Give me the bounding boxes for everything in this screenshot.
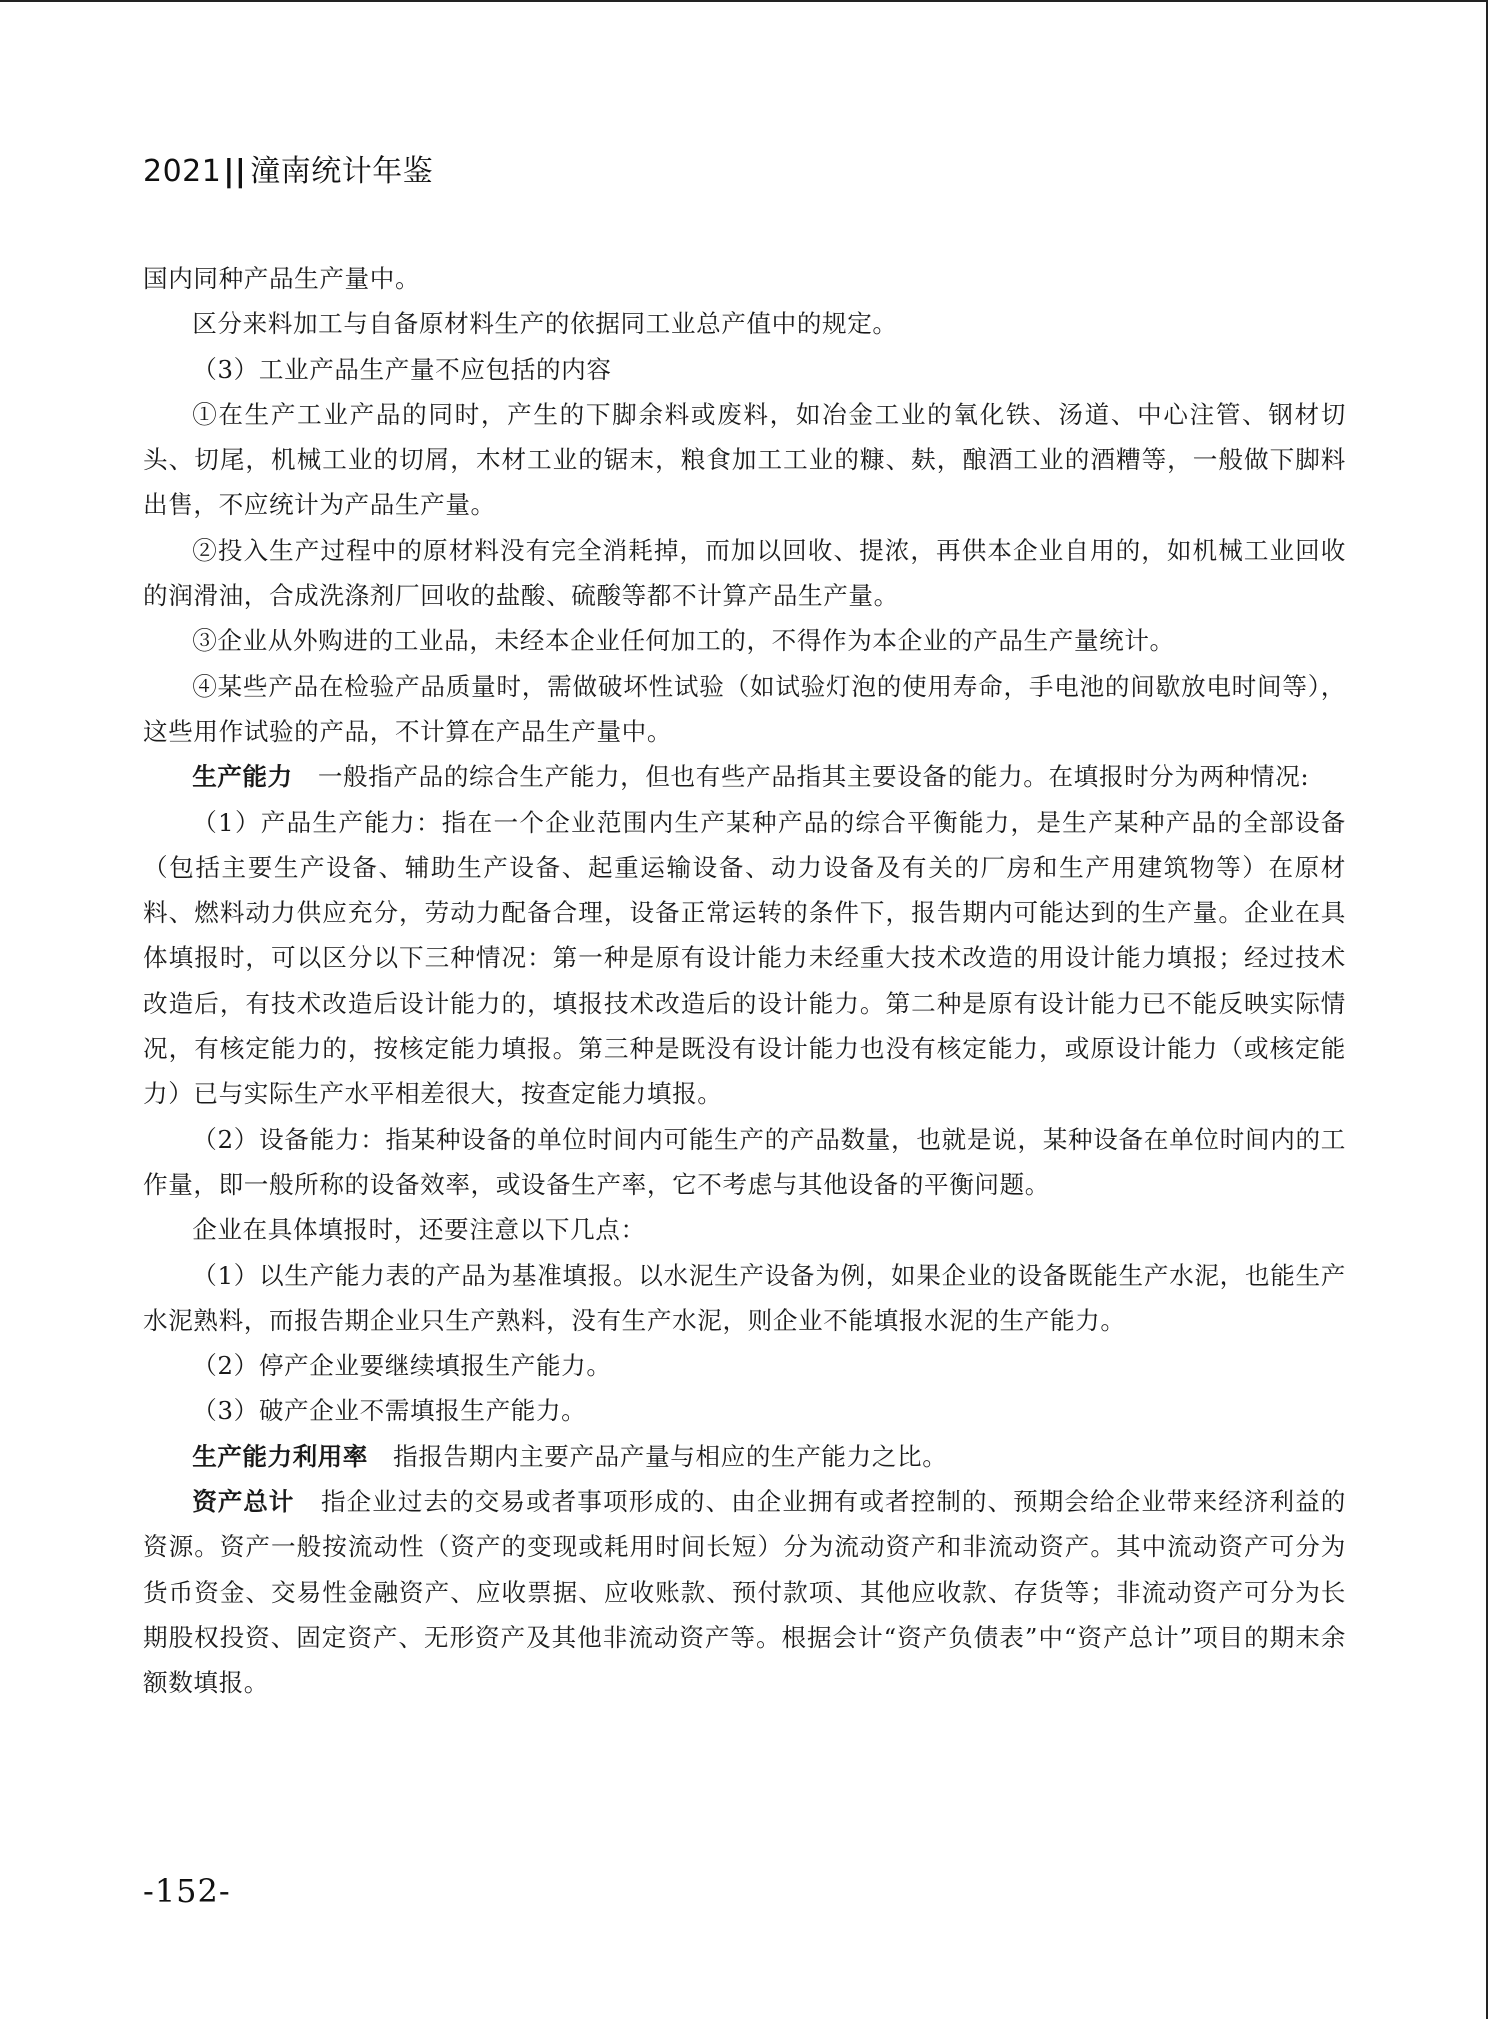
definition-paragraph [143, 1479, 1346, 1705]
term-production-capacity: 生产能力 [192, 762, 293, 792]
paragraph-item-2: ②投入生产过程中的原材料没有完全消耗掉，而加以回收、提浓，再供本企业自用的，如机械工业回收的润滑油，合成洗涤剂厂回收的盐酸、硫酸等都不计算产品生产量。 [143, 535, 1346, 611]
paragraph: （2）停产企业要继续填报生产能力。 [192, 1351, 612, 1381]
header-title: 潼南统计年鉴 [250, 154, 434, 189]
paragraph: （2）设备能力：指某种设备的单位时间内可能生产的产品数量，也就是说，某种设备在单位时间内的工作量，即一般所称的设备效率，或设备生产率，它不考虑与其他设备的平衡问题。 [143, 1124, 1346, 1199]
paragraph: （1）以生产能力表的产品为基准填报。以水泥生产设备为例，如果企业的设备既能生产水泥，也能生产水泥熟料，而报告期企业只生产熟料，没有生产水泥，则企业不能填报水泥的生产能力。 [143, 1260, 1346, 1335]
body-text [143, 256, 1346, 1706]
definition-text: 指企业过去的交易或者事项形成的、由企业拥有或者控制的、预期会给企业带来经济利益的资源。资产一般按流动性（资产的变现或耗用时间长短）分为流动资产和非流动资产。其中流动资产可分为货币资金、交易性金融资产、应收票据、应收账款、预付款项、其他应收款、存货等；非流动资产可分为长期股权投资、固定资产、无形资产及其他非流动资产等。根据会计“资产负债表”中“资产总计”项目的期末余额数填报。 [143, 1487, 1346, 1698]
header-divider: || [223, 154, 247, 189]
paragraph-item-1: ①在生产工业产品的同时，产生的下脚余料或废料，如冶金工业的氧化铁、汤道、中心注管、钢材切头、切尾，机械工业的切屑，木材工业的锯末，粮食加工工业的糠、麸，酿酒工业的酒糟等，一般做下脚料出售，不应统计为产品生产量。 [143, 399, 1346, 520]
term-total-assets: 资产总计 [192, 1487, 295, 1517]
running-header [143, 146, 433, 190]
definition-text: 一般指产品的综合生产能力，但也有些产品指其主要设备的能力。在填报时分为两种情况: [317, 762, 1310, 792]
paragraph-item-3: ③企业从外购进的工业品，未经本企业任何加工的，不得作为本企业的产品生产量统计。 [192, 626, 1175, 656]
paragraph: 区分来料加工与自备原材料生产的依据同工业总产值中的规定。 [192, 309, 898, 339]
term-capacity-utilization: 生产能力利用率 [192, 1441, 368, 1471]
paragraph-continuation: 国内同种产品生产量中。 [143, 264, 421, 293]
paragraph: 企业在具体填报时，还要注意以下几点： [192, 1215, 646, 1245]
paragraph: （1）产品生产能力：指在一个企业范围内生产某种产品的综合平衡能力，是生产某种产品的全部设备（包括主要生产设备、辅助生产设备、起重运输设备、动力设备及有关的厂房和生产用建筑物等）在原材料、燃料动力供应充分，劳动力配备合理，设备正常运转的条件下，报告期内可能达到的生产量。企业在具体填报时，可以区分以下三种情况：第一种是原有设计能力未经重大技术改造的用设计能力填报；经过技术改造后，有技术改造后设计能力的，填报技术改造后的设计能力。第二种是原有设计能力已不能反映实际情况，有核定能力的，按核定能力填报。第三种是既没有设计能力也没有核定能力，或原设计能力（或核定能力）已与实际生产水平相差很大，按查定能力填报。 [143, 807, 1346, 1109]
page-number: -152- [143, 1872, 231, 1910]
definition-paragraph [143, 754, 1346, 799]
header-year: 2021 [143, 154, 222, 189]
definition-text: 指报告期内主要产品产量与相应的生产能力之比。 [393, 1441, 948, 1471]
definition-paragraph [143, 1434, 1346, 1479]
paragraph-item-4: ④某些产品在检验产品质量时，需做破坏性试验（如试验灯泡的使用寿命，手电池的间歇放电时间等），这些用作试验的产品，不计算在产品生产量中。 [143, 671, 1346, 746]
paragraph-subheading: （3）工业产品生产量不应包括的内容 [192, 354, 612, 384]
paragraph: （3）破产企业不需填报生产能力。 [192, 1396, 587, 1426]
page-top-border [0, 0, 1488, 2]
